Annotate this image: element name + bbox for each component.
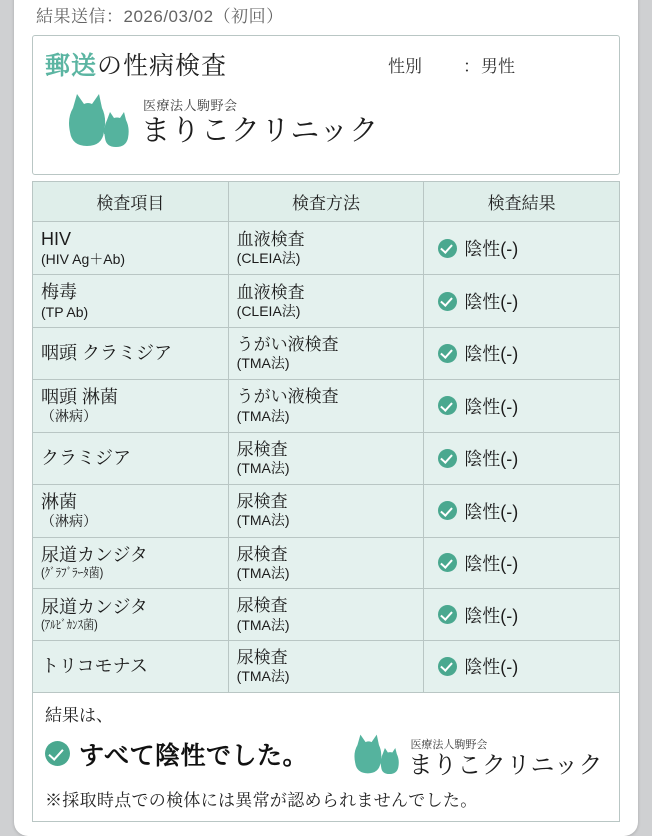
cell-result bbox=[424, 328, 620, 380]
cell-item bbox=[33, 275, 229, 328]
table-row bbox=[33, 379, 620, 432]
method-sub: (CLEIA法) bbox=[236, 249, 301, 266]
result-text: 陰性(-) bbox=[464, 239, 519, 259]
clinic-name: まりこクリニック bbox=[141, 115, 380, 148]
cell-item bbox=[33, 222, 229, 275]
cell-result bbox=[424, 589, 620, 641]
item-main: クラミジア bbox=[41, 447, 131, 468]
table-row bbox=[33, 641, 620, 693]
page-title-rest: の性病検査 bbox=[97, 52, 228, 80]
check-circle-icon bbox=[45, 741, 70, 766]
cell-item bbox=[33, 589, 229, 641]
cell-item bbox=[33, 379, 229, 432]
cell-method bbox=[228, 484, 424, 537]
column-header-item: 検査項目 bbox=[33, 182, 229, 222]
table-row bbox=[33, 432, 620, 484]
method-sub: (TMA法) bbox=[236, 564, 290, 581]
method-sub: (TMA法) bbox=[236, 460, 290, 476]
item-sub: (ｸﾞﾗﾌﾞﾗｰﾀ菌) bbox=[41, 566, 104, 581]
cell-result bbox=[424, 222, 620, 275]
check-circle-icon bbox=[438, 344, 457, 363]
result-text: 陰性(-) bbox=[464, 449, 519, 470]
item-main: 尿道カンジタ bbox=[41, 596, 148, 617]
item-sub: (TP Ab) bbox=[41, 303, 89, 320]
result-text: 陰性(-) bbox=[464, 292, 519, 312]
method-main: 尿検査 bbox=[236, 544, 288, 564]
check-circle-icon bbox=[438, 553, 457, 572]
bottom-spacer bbox=[32, 822, 620, 836]
column-header-result: 検査結果 bbox=[424, 182, 620, 222]
page-title bbox=[45, 46, 227, 82]
results-table bbox=[32, 181, 620, 693]
method-main: 尿検査 bbox=[236, 439, 288, 459]
method-sub: (TMA法) bbox=[236, 355, 290, 372]
cell-method bbox=[228, 432, 424, 484]
sex-label: 性別 bbox=[388, 57, 422, 76]
method-sub: (TMA法) bbox=[236, 668, 290, 685]
sex-value: 男性 bbox=[481, 57, 515, 76]
summary-footer bbox=[32, 693, 620, 822]
cell-method bbox=[228, 589, 424, 641]
table-row bbox=[33, 589, 620, 641]
table-row bbox=[33, 328, 620, 380]
method-sub: (CLEIA法) bbox=[236, 302, 301, 319]
cell-method bbox=[228, 537, 424, 589]
item-main: 尿道カンジタ bbox=[41, 544, 148, 565]
item-main: HIV bbox=[41, 229, 72, 249]
method-main: 尿検査 bbox=[236, 596, 288, 616]
cell-item bbox=[33, 537, 229, 589]
check-circle-icon bbox=[438, 396, 457, 415]
clinic-logo bbox=[63, 88, 379, 152]
send-date-line: 結果送信：2026/03/02（初回） bbox=[36, 7, 284, 26]
cell-method bbox=[228, 275, 424, 328]
result-text: 陰性(-) bbox=[464, 501, 519, 522]
clinic-logo-footer-text bbox=[408, 736, 603, 778]
check-circle-icon bbox=[438, 501, 457, 520]
check-circle-icon bbox=[438, 657, 457, 676]
two-cats-icon bbox=[63, 88, 133, 152]
page-title-accent: 郵送 bbox=[45, 52, 98, 80]
clinic-name: まりこクリニック bbox=[408, 751, 603, 779]
method-main: 尿検査 bbox=[236, 492, 288, 512]
report-card bbox=[14, 0, 638, 836]
cell-item bbox=[33, 641, 229, 693]
report-inner bbox=[32, 35, 620, 836]
item-main: 梅毒 bbox=[41, 282, 77, 302]
clinic-logo-footer bbox=[350, 730, 603, 778]
cell-method bbox=[228, 222, 424, 275]
method-main: 血液検査 bbox=[236, 229, 305, 249]
cell-result bbox=[424, 641, 620, 693]
clinic-corp-name: 医療法人駒野会 bbox=[410, 738, 488, 751]
cell-method bbox=[228, 328, 424, 380]
table-row bbox=[33, 537, 620, 589]
item-main: 淋菌 bbox=[41, 491, 77, 512]
all-negative-block bbox=[45, 736, 308, 772]
table-row bbox=[33, 275, 620, 328]
item-sub: （淋病） bbox=[41, 408, 97, 425]
method-sub: (TMA法) bbox=[236, 616, 290, 633]
item-main: 咽頭 淋菌 bbox=[41, 386, 119, 407]
item-sub: (ｱﾙﾋﾞｶﾝｽ菌) bbox=[41, 618, 98, 633]
method-main: うがい液検査 bbox=[236, 387, 339, 407]
check-circle-icon bbox=[438, 292, 457, 311]
table-row bbox=[33, 484, 620, 537]
result-text: 陰性(-) bbox=[464, 344, 519, 365]
method-main: 尿検査 bbox=[236, 648, 288, 667]
table-row bbox=[33, 222, 620, 275]
check-circle-icon bbox=[438, 605, 457, 624]
cell-result bbox=[424, 537, 620, 589]
method-main: うがい液検査 bbox=[236, 335, 339, 354]
result-text: 陰性(-) bbox=[464, 605, 519, 626]
cell-item bbox=[33, 328, 229, 380]
cell-result bbox=[424, 275, 620, 328]
cell-result bbox=[424, 484, 620, 537]
result-text: 陰性(-) bbox=[464, 553, 519, 574]
cell-method bbox=[228, 641, 424, 693]
cell-result bbox=[424, 379, 620, 432]
item-main: 咽頭 クラミジア bbox=[41, 343, 173, 364]
summary-row bbox=[45, 730, 607, 778]
check-circle-icon bbox=[438, 449, 457, 468]
clinic-corp-name: 医療法人駒野会 bbox=[143, 98, 238, 114]
check-circle-icon bbox=[438, 239, 457, 258]
sex-colon: ： bbox=[463, 57, 480, 76]
cell-result bbox=[424, 432, 620, 484]
method-sub: (TMA法) bbox=[236, 512, 290, 529]
cell-item bbox=[33, 432, 229, 484]
method-main: 血液検査 bbox=[236, 282, 305, 302]
item-main: トリコモナス bbox=[41, 656, 148, 677]
two-cats-icon bbox=[350, 730, 402, 778]
all-negative-text: すべて陰性でした。 bbox=[79, 741, 309, 770]
column-header-method: 検査方法 bbox=[228, 182, 424, 222]
summary-intro: 結果は、 bbox=[45, 705, 113, 725]
report-header bbox=[32, 35, 620, 175]
item-sub: （淋病） bbox=[41, 513, 97, 529]
result-text: 陰性(-) bbox=[464, 396, 519, 417]
result-text: 陰性(-) bbox=[464, 657, 519, 678]
summary-note: ※採取時点での検体には異常が認められませんでした。 bbox=[45, 790, 478, 810]
cell-method bbox=[228, 379, 424, 432]
table-header-row bbox=[33, 182, 620, 222]
cell-item bbox=[33, 484, 229, 537]
clinic-logo-text bbox=[141, 95, 379, 148]
method-sub: (TMA法) bbox=[236, 407, 290, 424]
item-sub: (HIV Ag＋Ab) bbox=[41, 250, 126, 267]
